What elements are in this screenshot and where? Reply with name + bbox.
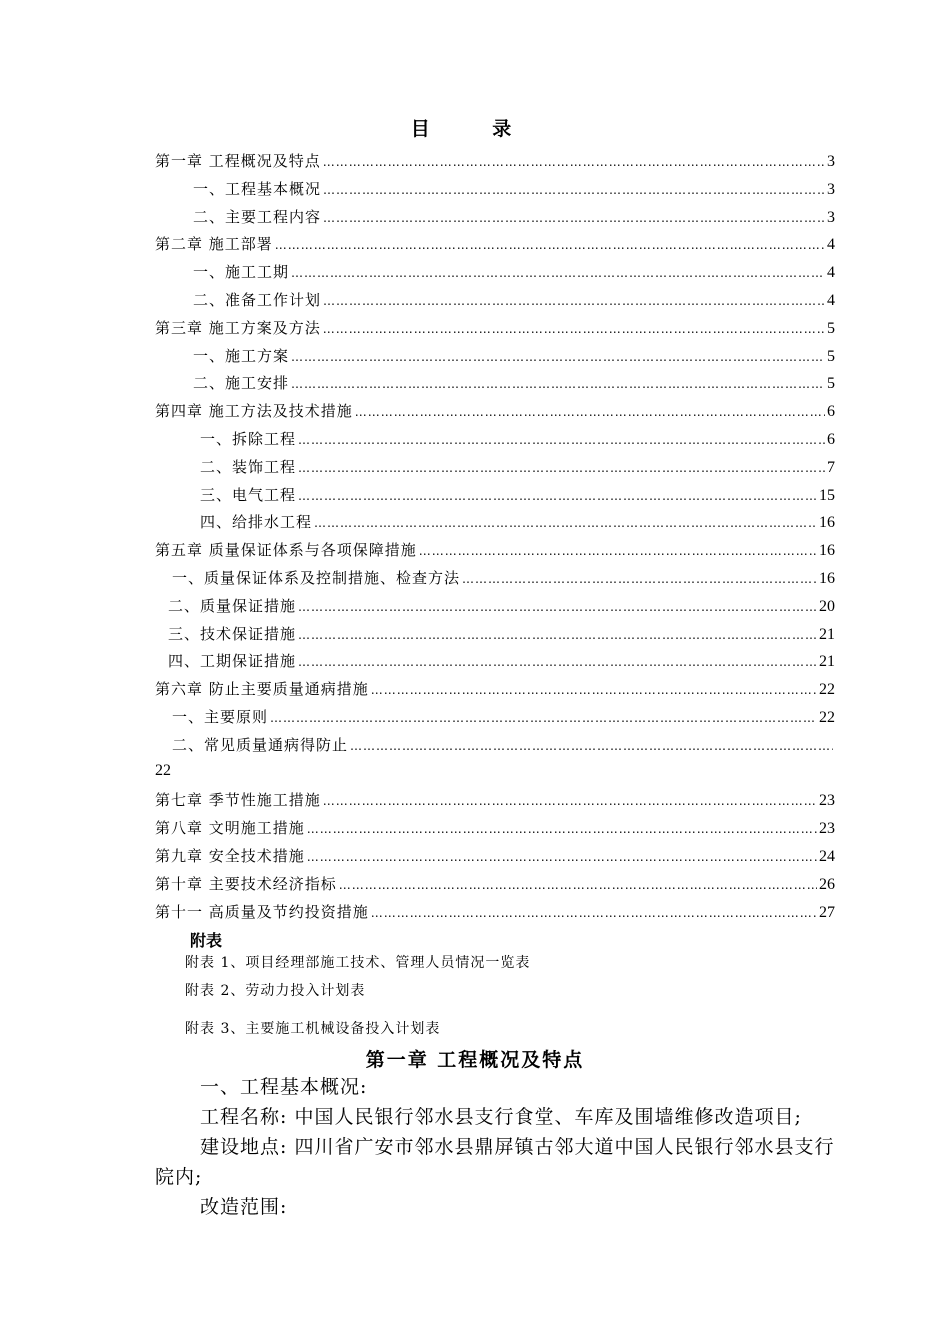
toc-dot-leader bbox=[314, 516, 817, 530]
toc-entry-label: 第二章 施工部署 bbox=[155, 235, 273, 254]
toc-entry bbox=[155, 511, 835, 539]
chapter-body bbox=[155, 1072, 845, 1222]
toc-dot-leader bbox=[323, 294, 825, 308]
toc-entry bbox=[155, 150, 835, 178]
toc-entry bbox=[155, 428, 835, 456]
toc-entry bbox=[155, 762, 835, 790]
toc-entry bbox=[155, 400, 835, 428]
toc-entry bbox=[155, 817, 835, 845]
toc-page-number: 3 bbox=[827, 208, 835, 226]
toc-entry bbox=[155, 734, 835, 762]
toc-dot-leader bbox=[298, 628, 817, 642]
location-paragraph: 建设地点: 四川省广安市邻水县鼎屏镇古邻大道中国人民银行邻水县支行院内; bbox=[155, 1136, 835, 1188]
toc-entry-label: 一、施工工期 bbox=[193, 263, 290, 282]
toc-dot-leader bbox=[323, 211, 825, 225]
toc-entry-label: 一、工程基本概况 bbox=[193, 179, 322, 198]
toc-dot-leader bbox=[323, 183, 825, 197]
toc-entry-label: 一、施工方案 bbox=[193, 346, 290, 365]
toc-page-number: 16 bbox=[819, 569, 835, 587]
toc-page-number: 4 bbox=[827, 236, 835, 254]
toc-entry-label: 二、施工安排 bbox=[193, 374, 290, 393]
toc-entry-label: 一、主要原则 bbox=[172, 707, 269, 726]
toc-page-number: 22 bbox=[155, 761, 171, 779]
toc-entry-label: 第九章 安全技术措施 bbox=[155, 846, 305, 865]
toc-entry-label: 第五章 质量保证体系与各项保障措施 bbox=[155, 541, 417, 560]
toc-dot-leader bbox=[270, 711, 817, 725]
toc-entry-label: 三、电气工程 bbox=[200, 485, 297, 504]
toc-dot-leader bbox=[291, 350, 825, 364]
appendix-section bbox=[185, 928, 531, 1037]
toc-entry-label: 第十章 主要技术经济指标 bbox=[155, 874, 337, 893]
toc-page-number: 4 bbox=[827, 264, 835, 282]
toc-entry bbox=[155, 623, 835, 651]
toc-dot-leader bbox=[355, 405, 825, 419]
toc-entry bbox=[155, 372, 835, 400]
toc-page-number: 15 bbox=[819, 486, 835, 504]
toc-dot-leader bbox=[350, 739, 833, 753]
appendix-title: 附表 bbox=[190, 931, 223, 950]
toc-dot-leader bbox=[339, 878, 817, 892]
toc-entry bbox=[155, 233, 835, 261]
toc-entry bbox=[155, 178, 835, 206]
toc-page-number: 27 bbox=[819, 903, 835, 921]
toc-page-number: 21 bbox=[819, 653, 835, 671]
toc-entry bbox=[155, 456, 835, 484]
toc-entry-label: 第三章 施工方案及方法 bbox=[155, 318, 321, 337]
toc-dot-leader bbox=[307, 850, 817, 864]
toc-entry-label: 第四章 施工方法及技术措施 bbox=[155, 402, 353, 421]
toc-page-number: 6 bbox=[827, 430, 835, 448]
toc-page-number: 21 bbox=[819, 625, 835, 643]
toc-dot-leader bbox=[323, 794, 817, 808]
toc-page-number: 26 bbox=[819, 875, 835, 893]
toc-page-number: 7 bbox=[827, 458, 835, 476]
toc-dot-leader bbox=[298, 489, 817, 503]
chapter-heading: 第一章 工程概况及特点 bbox=[365, 1049, 585, 1071]
toc-dot-leader bbox=[371, 683, 817, 697]
toc-page-number: 6 bbox=[827, 403, 835, 421]
toc-dot-leader bbox=[323, 155, 825, 169]
toc-entry bbox=[155, 261, 835, 289]
toc-entry-label: 四、给排水工程 bbox=[200, 513, 313, 532]
toc-entry bbox=[155, 706, 835, 734]
toc-title: 目 录 bbox=[410, 118, 540, 140]
toc-dot-leader bbox=[291, 266, 825, 280]
toc-dot-leader bbox=[307, 822, 817, 836]
toc-entry bbox=[155, 484, 835, 512]
toc-page-number: 23 bbox=[819, 792, 835, 810]
toc-entry bbox=[155, 317, 835, 345]
toc-entry-label: 三、技术保证措施 bbox=[168, 624, 297, 643]
toc-entry bbox=[155, 789, 835, 817]
toc-entry bbox=[155, 650, 835, 678]
toc-page-number: 5 bbox=[827, 347, 835, 365]
toc-entry-label: 四、工期保证措施 bbox=[168, 652, 297, 671]
appendix-item: 附表 2、劳动力投入计划表 bbox=[185, 983, 366, 999]
toc-dot-leader bbox=[298, 600, 817, 614]
toc-page-number: 24 bbox=[819, 847, 835, 865]
toc-dot-leader bbox=[298, 655, 817, 669]
toc-page-number: 23 bbox=[819, 820, 835, 838]
toc-entry-label: 第七章 季节性施工措施 bbox=[155, 791, 321, 810]
toc-page-number: 5 bbox=[827, 375, 835, 393]
toc-dot-leader bbox=[291, 377, 825, 391]
toc-entry bbox=[155, 901, 835, 929]
appendix-item: 附表 3、主要施工机械设备投入计划表 bbox=[185, 1021, 441, 1037]
table-of-contents bbox=[155, 150, 835, 928]
toc-entry bbox=[155, 345, 835, 373]
toc-dot-leader bbox=[462, 572, 817, 586]
toc-entry bbox=[155, 289, 835, 317]
toc-entry-label: 一、质量保证体系及控制措施、检查方法 bbox=[172, 568, 461, 587]
toc-dot-leader bbox=[323, 322, 825, 336]
project-name-paragraph: 工程名称: 中国人民银行邻水县支行食堂、车库及围墙维修改造项目; bbox=[200, 1106, 802, 1128]
toc-entry-label: 二、装饰工程 bbox=[200, 457, 297, 476]
toc-entry bbox=[155, 678, 835, 706]
toc-entry-label: 第十一 高质量及节约投资措施 bbox=[155, 902, 369, 921]
toc-page-number: 16 bbox=[819, 514, 835, 532]
toc-page-number: 3 bbox=[827, 153, 835, 170]
toc-page-number: 22 bbox=[819, 681, 835, 699]
toc-dot-leader bbox=[419, 544, 817, 558]
toc-entry bbox=[155, 873, 835, 901]
toc-entry-label: 二、质量保证措施 bbox=[168, 596, 297, 615]
toc-page-number: 5 bbox=[827, 319, 835, 337]
toc-entry-label: 第六章 防止主要质量通病措施 bbox=[155, 680, 369, 699]
toc-entry-label: 第一章 工程概况及特点 bbox=[155, 152, 321, 170]
toc-entry bbox=[155, 567, 835, 595]
toc-page-number: 20 bbox=[819, 597, 835, 615]
toc-entry bbox=[155, 845, 835, 873]
toc-dot-leader bbox=[275, 238, 825, 252]
toc-entry-label: 第八章 文明施工措施 bbox=[155, 819, 305, 838]
toc-page-number: 3 bbox=[827, 180, 835, 198]
toc-dot-leader bbox=[298, 461, 825, 475]
toc-entry bbox=[155, 595, 835, 623]
toc-page-number: 16 bbox=[819, 542, 835, 560]
toc-entry-label: 二、准备工作计划 bbox=[193, 290, 322, 309]
toc-dot-leader bbox=[371, 906, 817, 920]
toc-entry-label: 二、常见质量通病得防止 bbox=[172, 735, 349, 754]
appendix-item: 附表 1、项目经理部施工技术、管理人员情况一览表 bbox=[185, 955, 531, 971]
toc-entry-label: 一、拆除工程 bbox=[200, 429, 297, 448]
scope-paragraph: 改造范围: bbox=[200, 1196, 288, 1218]
toc-page-number: 4 bbox=[827, 291, 835, 309]
toc-dot-leader bbox=[298, 433, 825, 447]
toc-page-number: 22 bbox=[819, 708, 835, 726]
toc-entry-label: 二、主要工程内容 bbox=[193, 207, 322, 226]
toc-entry bbox=[155, 539, 835, 567]
toc-entry bbox=[155, 206, 835, 234]
section-heading: 一、工程基本概况: bbox=[200, 1076, 368, 1098]
